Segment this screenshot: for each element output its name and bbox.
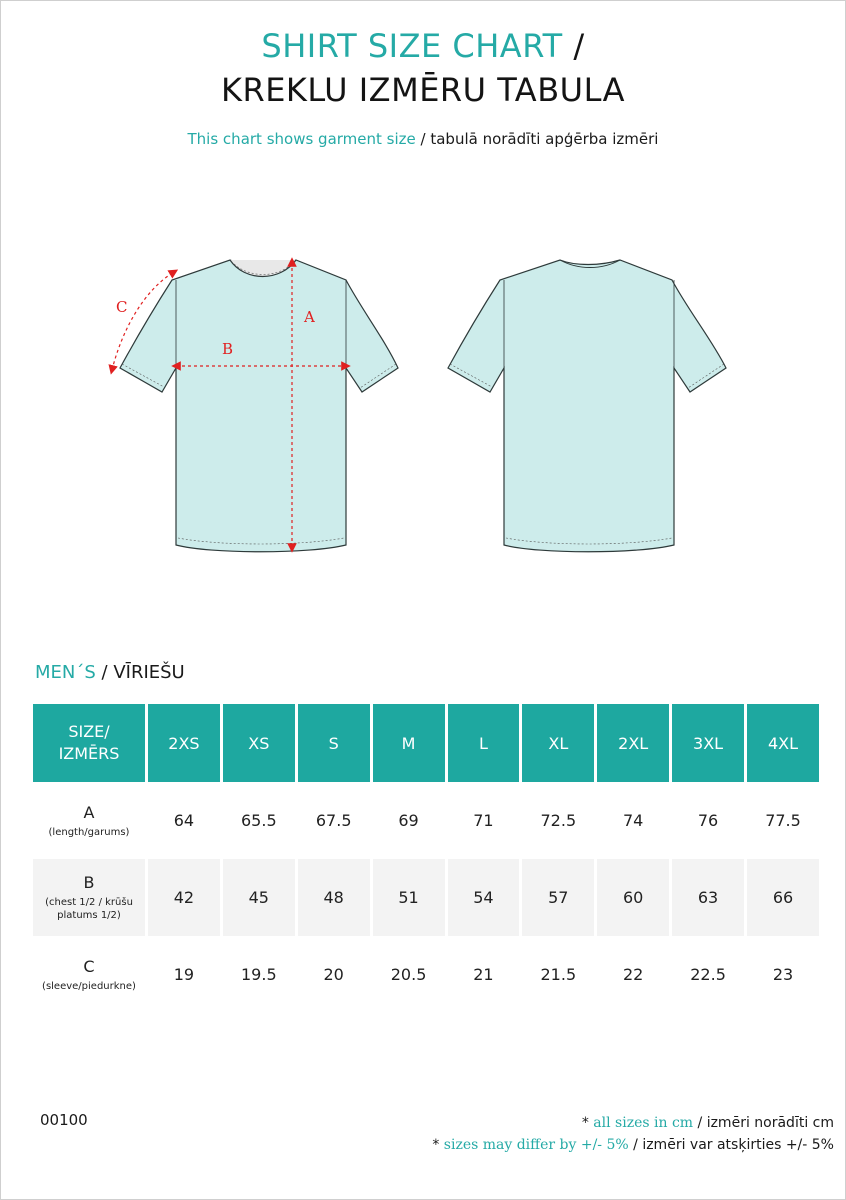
footer-notes xyxy=(432,1112,834,1156)
table-cell: 22 xyxy=(623,965,644,984)
table-cell: 20.5 xyxy=(390,965,427,984)
table-cell: 74 xyxy=(623,811,644,830)
table-cell: 21.5 xyxy=(540,965,577,984)
table-row xyxy=(33,782,819,859)
table-cell: 63 xyxy=(672,859,744,936)
table-cell: 57 xyxy=(522,859,594,936)
label-b: B xyxy=(222,340,234,358)
table-cell: 19.5 xyxy=(241,965,277,984)
row-label-a: A (length/garums) xyxy=(48,802,130,838)
title-en: SHIRT SIZE CHART xyxy=(261,27,563,65)
table-cell: 21 xyxy=(473,965,494,984)
table-cell: 67.5 xyxy=(315,811,352,830)
subtitle-lv: / tabulā norādīti apģērba izmēri xyxy=(420,130,659,148)
title-line-2 xyxy=(0,72,846,108)
shirt-back xyxy=(448,260,726,552)
table-cell: 51 xyxy=(373,859,445,936)
table-cell: 69 xyxy=(398,811,419,830)
size-table xyxy=(30,704,822,1013)
table-row xyxy=(33,859,819,936)
row-label-c: C (sleeve/piedurkne) xyxy=(42,956,136,992)
table-cell: 19 xyxy=(173,965,195,984)
table-cell: 66 xyxy=(747,859,819,936)
header-cell-size: 2XS xyxy=(148,704,220,782)
subtitle-en: This chart shows garment size xyxy=(187,130,416,148)
table-cell: 71 xyxy=(473,811,494,830)
header-cell-size: 4XL xyxy=(747,704,819,782)
table-cell: 54 xyxy=(448,859,520,936)
subtitle xyxy=(0,130,846,148)
table-cell: 64 xyxy=(173,811,195,830)
table-cell: 77.5 xyxy=(765,811,801,830)
title-line-1 xyxy=(0,28,846,64)
table-row xyxy=(33,936,819,1013)
table-cell: 42 xyxy=(148,859,220,936)
shirt-front xyxy=(112,260,398,552)
note-tolerance: * sizes may differ by +/- 5% / izmēri var atsķirties +/- 5% xyxy=(432,1137,834,1153)
header-cell-size: M xyxy=(373,704,445,782)
row-label-b: B (chest 1/2 / krūšu platums 1/2) xyxy=(33,859,145,936)
label-c: C xyxy=(116,298,128,316)
table-cell: 48 xyxy=(298,859,370,936)
table-cell: 20 xyxy=(323,965,344,984)
header-cell-size: L xyxy=(448,704,520,782)
section-title xyxy=(35,662,185,683)
shirt-diagram xyxy=(100,240,740,570)
table-cell: 60 xyxy=(597,859,669,936)
product-code: 00100 xyxy=(40,1111,88,1129)
note-units: * all sizes in cm / izmēri norādīti cm xyxy=(581,1115,834,1131)
title-separator: / xyxy=(573,27,585,65)
table-cell: 23 xyxy=(772,965,794,984)
header-cell-size: XL xyxy=(522,704,594,782)
header-cell-size: S xyxy=(298,704,370,782)
table-cell: 65.5 xyxy=(241,811,277,830)
section-title-en: MEN´S xyxy=(35,662,96,683)
table-cell: 76 xyxy=(697,811,719,830)
table-cell: 22.5 xyxy=(690,965,726,984)
title-lv: KREKLU IZMĒRU TABULA xyxy=(220,71,626,109)
table-header-row xyxy=(33,704,819,782)
table-cell: 45 xyxy=(223,859,295,936)
table-cell: 72.5 xyxy=(540,811,577,830)
header-cell-size: 3XL xyxy=(672,704,744,782)
label-a: A xyxy=(304,308,315,326)
header-cell-size: 2XL xyxy=(597,704,669,782)
header-cell-size: XS xyxy=(223,704,295,782)
section-title-lv: / VĪRIEŠU xyxy=(101,662,185,683)
header-cell-size: SIZE/ IZMĒRS xyxy=(33,704,145,782)
